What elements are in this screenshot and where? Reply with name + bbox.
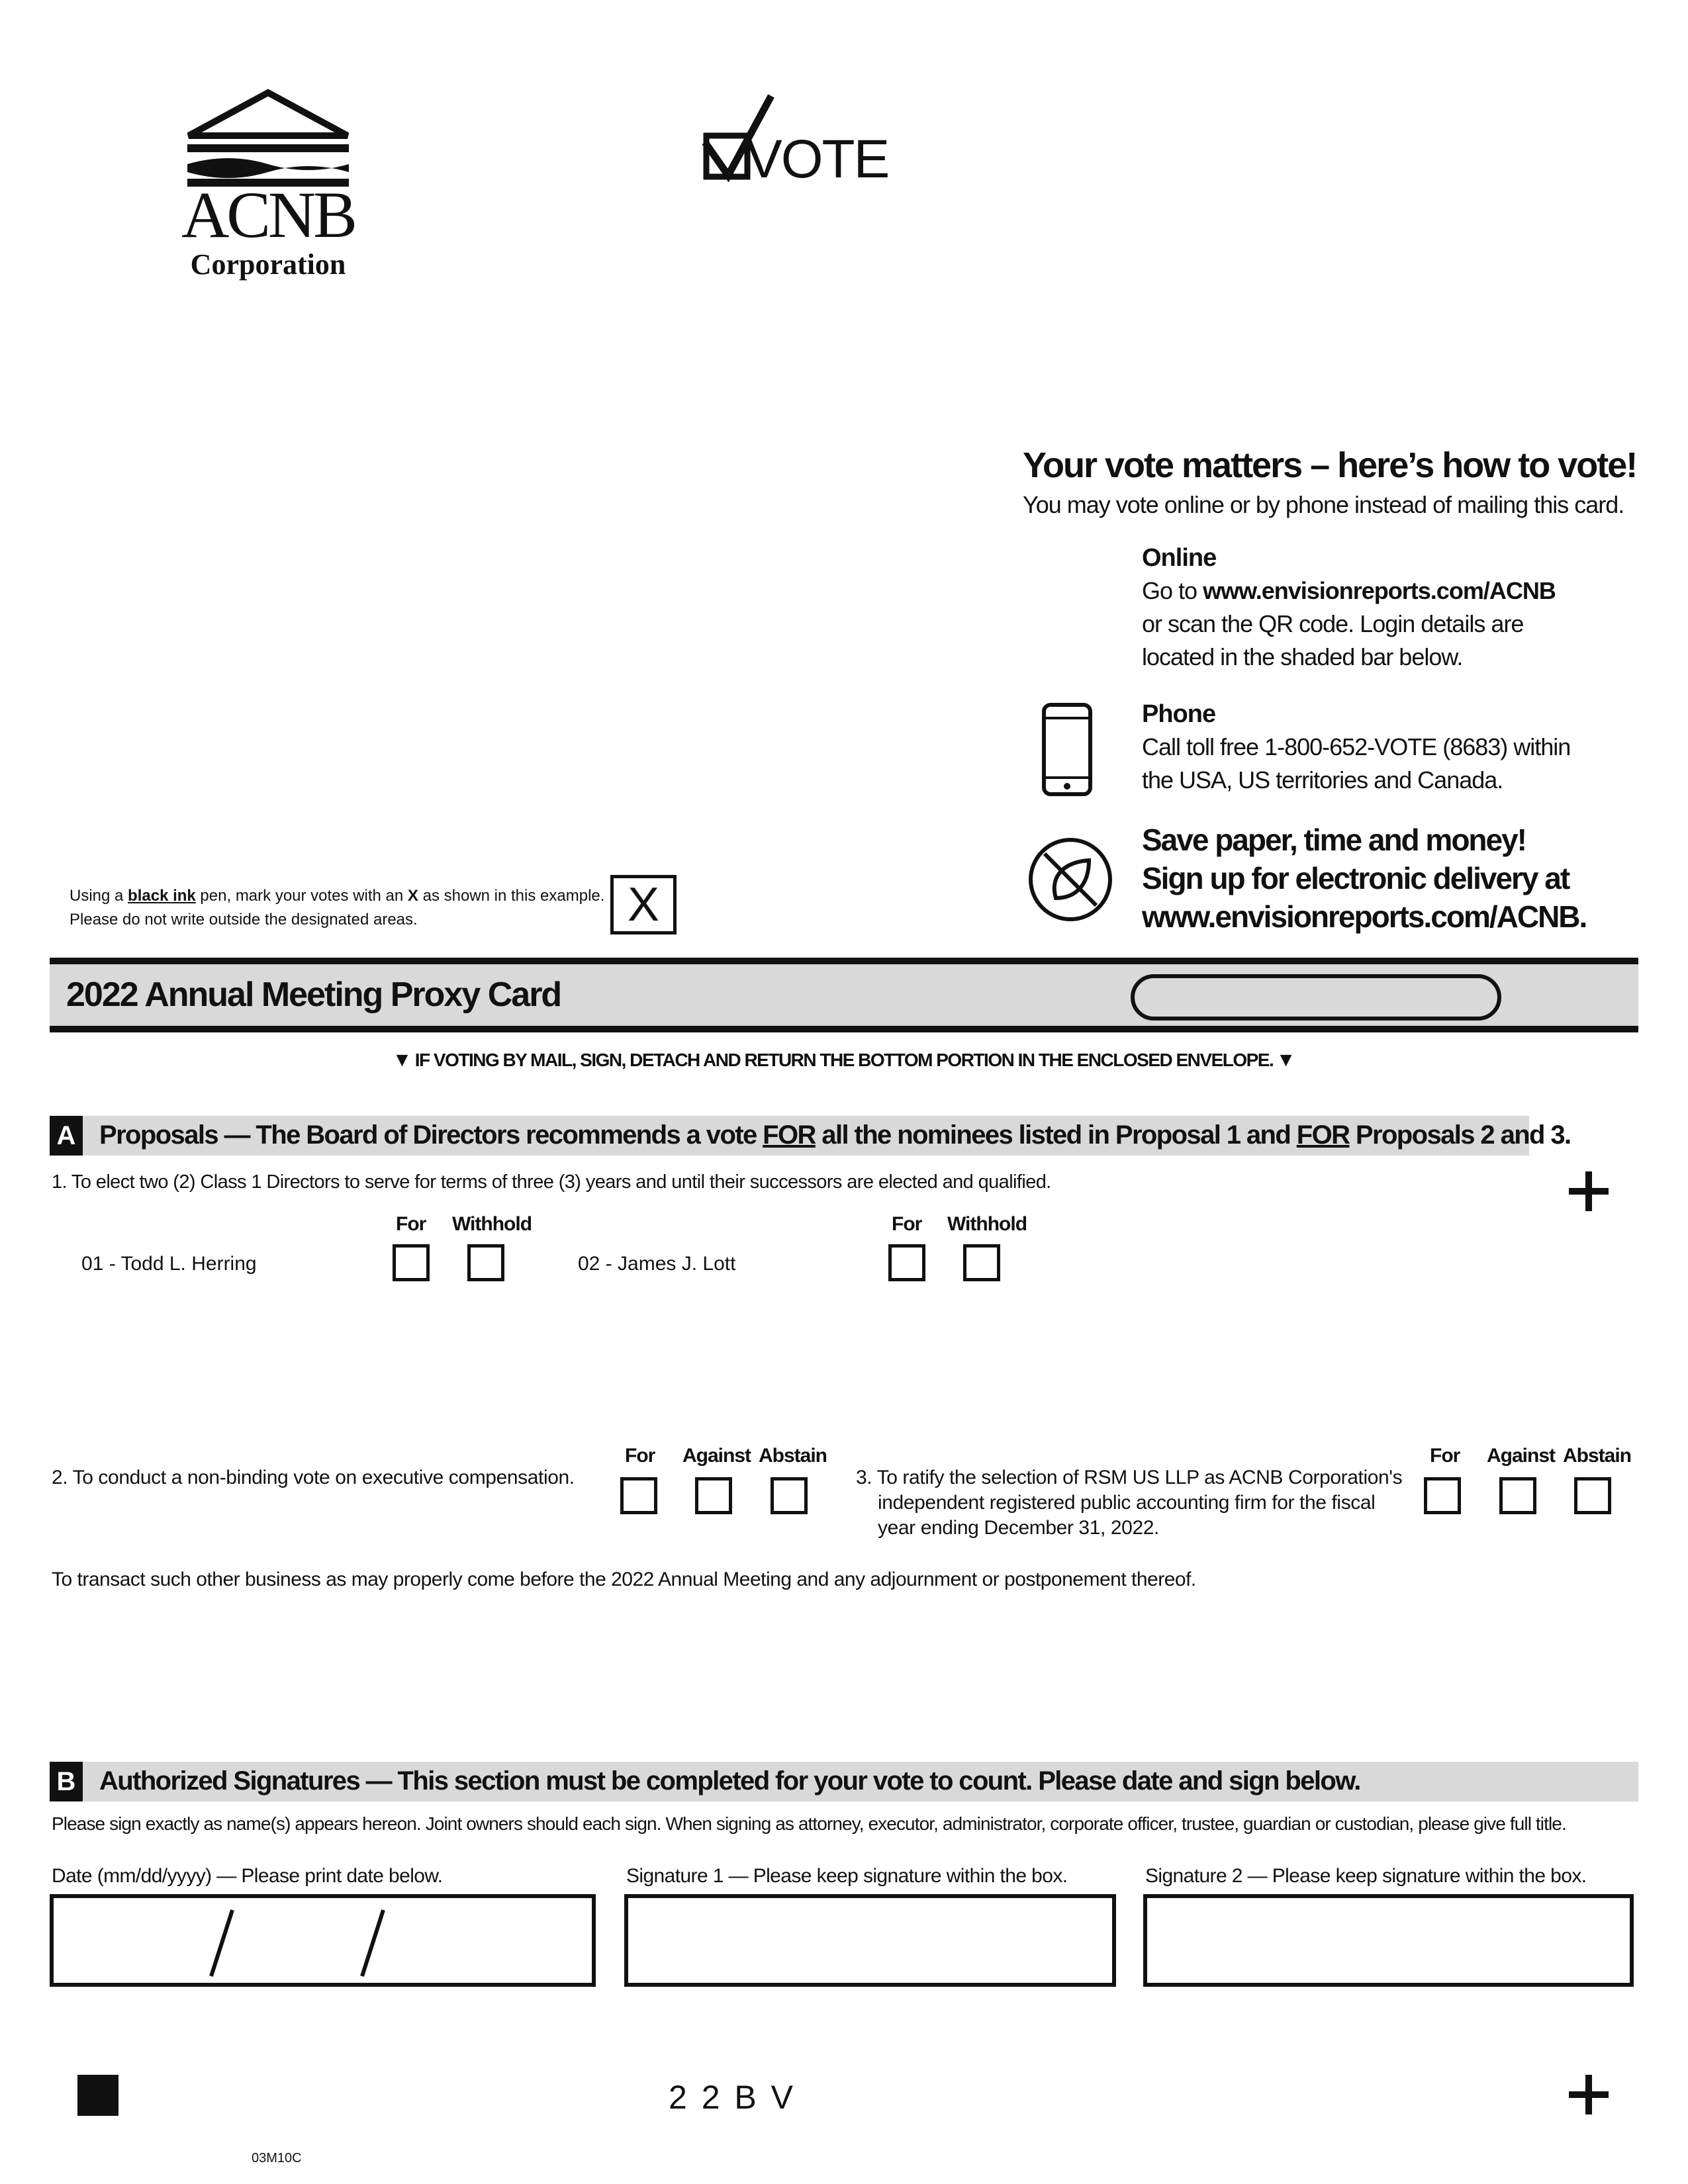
nominee-2-withhold-checkbox[interactable]	[963, 1244, 1000, 1281]
phone-title: Phone	[1142, 700, 1216, 728]
proposal-2-against-header: Against	[682, 1445, 751, 1467]
date-separator-icon	[54, 1898, 592, 1983]
instructions-text-a: Using a	[70, 887, 128, 905]
proposal-3-line-2: independent registered public accounting firm for the fiscal	[878, 1492, 1376, 1514]
leaf-no-paper-icon	[1026, 835, 1115, 925]
nominee-1-for-checkbox[interactable]	[393, 1244, 430, 1281]
nominee-1-for-header: For	[396, 1213, 426, 1235]
mail-notice-text: IF VOTING BY MAIL, SIGN, DETACH AND RETURN THE BOTTOM PORTION IN THE ENCLOSED ENVELOPE.	[414, 1050, 1274, 1070]
proposal-3-for-header: For	[1430, 1445, 1460, 1467]
proposal-3-line-3: year ending December 31, 2022.	[878, 1517, 1159, 1539]
paper-line-1: Save paper, time and money!	[1142, 823, 1526, 857]
online-line-1	[1142, 577, 1556, 605]
online-line-2: or scan the QR code. Login details are	[1142, 610, 1524, 637]
proposal-1-text: 1. To elect two (2) Class 1 Directors to serve for terms of three (3) years and until their successors are elected and qualified.	[52, 1171, 1051, 1193]
card-bottom-rule	[50, 1026, 1638, 1032]
proposal-2-for-checkbox[interactable]	[620, 1477, 657, 1514]
instructions-x: X	[407, 887, 418, 905]
section-b-letter: B	[50, 1762, 83, 1801]
proposal-3-for-checkbox[interactable]	[1424, 1477, 1461, 1514]
nominee-1-withhold-header: Withhold	[452, 1213, 532, 1235]
other-business-text: To transact such other business as may properly come before the 2022 Annual Meeting and any adjournment or postponement thereof.	[52, 1569, 1196, 1590]
section-a-title-part-3: Proposals 2 and 3.	[1349, 1120, 1571, 1150]
online-title: Online	[1142, 544, 1217, 572]
online-url-link[interactable]: www.envisionreports.com/ACNB	[1203, 577, 1556, 604]
vote-logo-text: VOTE	[746, 129, 889, 189]
section-a-letter: A	[50, 1116, 83, 1156]
form-id: 03M10C	[252, 2151, 302, 2165]
nominee-2-withhold-header: Withhold	[947, 1213, 1027, 1235]
instructions-line-2: Please do not write outside the designated areas.	[70, 911, 418, 929]
signature-1-field[interactable]	[624, 1894, 1116, 1987]
card-top-rule	[50, 958, 1638, 964]
date-field[interactable]	[50, 1894, 596, 1987]
section-a-title-part-2: all the nominees listed in Proposal 1 and	[815, 1120, 1297, 1150]
acnb-logo	[169, 86, 367, 281]
signature-2-field[interactable]	[1143, 1894, 1634, 1987]
registration-square	[77, 2075, 118, 2116]
acnb-logo-name: ACNB	[181, 178, 355, 251]
mail-notice	[0, 1049, 1688, 1071]
down-arrow-icon: ▼	[1276, 1049, 1296, 1071]
phone-icon	[1041, 702, 1094, 797]
nominee-2-name: 02 - James J. Lott	[578, 1253, 736, 1275]
section-a-for-2: FOR	[1296, 1120, 1350, 1150]
nominee-1-withhold-checkbox[interactable]	[467, 1244, 504, 1281]
section-a-for-1: FOR	[763, 1120, 816, 1150]
proposal-2-text: 2. To conduct a non-binding vote on executive compensation.	[52, 1467, 575, 1488]
proposal-2-against-checkbox[interactable]	[695, 1477, 732, 1514]
login-details-field[interactable]	[1131, 974, 1501, 1021]
proposal-3-against-checkbox[interactable]	[1499, 1477, 1536, 1514]
instructions-line-1	[70, 887, 604, 905]
registration-plus-icon	[1569, 2075, 1609, 2115]
section-b-title: Authorized Signatures — This section must be completed for your vote to count. Please date and sign below.	[99, 1766, 1360, 1796]
proposal-3-abstain-checkbox[interactable]	[1574, 1477, 1611, 1514]
online-line-3: located in the shaded bar below.	[1142, 643, 1463, 670]
online-prefix: Go to	[1142, 577, 1203, 604]
paper-line-3: www.envisionreports.com/ACNB.	[1142, 899, 1587, 934]
proposal-2-abstain-checkbox[interactable]	[771, 1477, 808, 1514]
down-arrow-icon: ▼	[392, 1049, 412, 1071]
proposal-3-against-header: Against	[1487, 1445, 1556, 1467]
registration-plus-icon	[1569, 1171, 1609, 1211]
signature-1-label: Signature 1 — Please keep signature within the box.	[626, 1865, 1068, 1887]
proposal-2-abstain-header: Abstain	[759, 1445, 827, 1467]
how-to-vote-subtitle: You may vote online or by phone instead of mailing this card.	[1023, 491, 1624, 518]
proposal-2-for-header: For	[625, 1445, 655, 1467]
nominee-2-for-checkbox[interactable]	[888, 1244, 925, 1281]
proposal-3-line-1: 3. To ratify the selection of RSM US LLP as ACNB Corporation's	[856, 1467, 1403, 1488]
example-mark: X	[627, 878, 660, 931]
acnb-logo-roof-icon	[169, 86, 367, 192]
date-label: Date (mm/dd/yyyy) — Please print date below.	[52, 1865, 443, 1887]
section-b-instructions: Please sign exactly as name(s) appears hereon. Joint owners should each sign. When signing as attorney, executor, administrator, corporate officer, trustee, guardian or custodian, please give full title.	[52, 1813, 1566, 1834]
signature-2-label: Signature 2 — Please keep signature within the box.	[1145, 1865, 1587, 1887]
card-title: 2022 Annual Meeting Proxy Card	[66, 976, 561, 1014]
instructions-text-c: as shown in this example.	[418, 887, 605, 905]
instructions-black-ink: black ink	[128, 887, 196, 905]
nominee-2-for-header: For	[892, 1213, 922, 1235]
paper-line-2: Sign up for electronic delivery at	[1142, 861, 1570, 895]
footer-code: 2 2 B V	[669, 2079, 796, 2116]
how-to-vote-title: Your vote matters – here’s how to vote!	[1023, 445, 1637, 485]
vote-logo	[698, 89, 889, 195]
section-a-title	[99, 1120, 1571, 1150]
acnb-logo-sub: Corporation	[190, 248, 346, 281]
phone-line-1: Call toll free 1-800-652-VOTE (8683) within	[1142, 733, 1571, 760]
instructions-text-b: pen, mark your votes with an	[195, 887, 408, 905]
proposal-3-abstain-header: Abstain	[1563, 1445, 1632, 1467]
example-mark-box	[610, 875, 677, 934]
section-a-title-part-1: Proposals — The Board of Directors recommends a vote	[99, 1120, 763, 1150]
phone-line-2: the USA, US territories and Canada.	[1142, 766, 1503, 794]
nominee-1-name: 01 - Todd L. Herring	[81, 1253, 257, 1275]
